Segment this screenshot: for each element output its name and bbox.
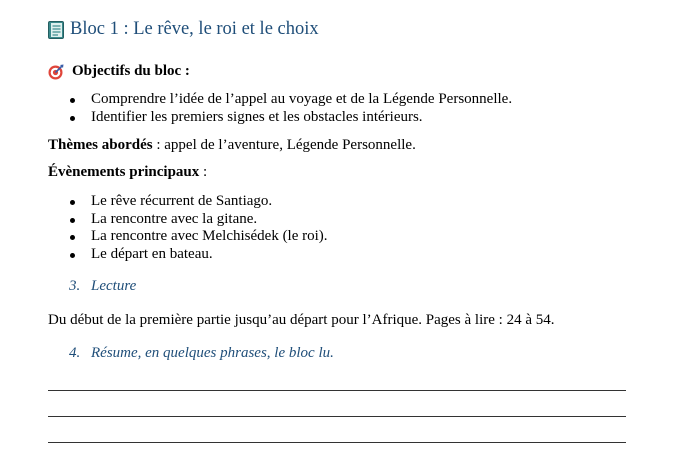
resume-number: 4. <box>69 345 81 361</box>
lecture-number: 3. <box>69 278 81 294</box>
book-icon <box>48 21 64 39</box>
answer-line <box>48 442 626 443</box>
resume-heading-text: Résume, en quelques phrases, le bloc lu. <box>91 345 334 361</box>
lecture-heading <box>69 278 136 295</box>
list-item: La rencontre avec Melchisédek (le roi). <box>70 228 328 246</box>
resume-heading <box>69 345 334 362</box>
bloc-title-text: Bloc 1 : Le rêve, le roi et le choix <box>70 19 319 39</box>
list-item: Le rêve récurrent de Santiago. <box>70 193 328 211</box>
themes-label: Thèmes abordés <box>48 137 153 153</box>
themes-text: : appel de l’aventure, Légende Personnelle. <box>152 137 416 153</box>
evenements-heading <box>48 164 207 181</box>
answer-line <box>48 416 626 417</box>
list-item: Comprendre l’idée de l’appel au voyage et de la Légende Personnelle. <box>70 91 512 109</box>
lecture-heading-text: Lecture <box>91 278 137 294</box>
objectifs-list <box>70 91 512 126</box>
objectifs-heading <box>48 63 190 80</box>
lecture-text: Du début de la première partie jusqu’au départ pour l’Afrique. Pages à lire : 24 à 54. <box>48 312 555 328</box>
answer-line <box>48 390 626 391</box>
objectifs-heading-text: Objectifs du bloc : <box>72 63 190 79</box>
list-item: Le départ en bateau. <box>70 246 328 264</box>
evenements-list <box>70 193 328 263</box>
list-item: La rencontre avec la gitane. <box>70 211 328 229</box>
themes-line <box>48 137 416 154</box>
list-item: Identifier les premiers signes et les obstacles intérieurs. <box>70 109 512 127</box>
bloc-title <box>48 19 319 40</box>
evenements-suffix: : <box>199 164 208 180</box>
target-icon <box>48 64 64 80</box>
evenements-label: Évènements principaux <box>48 164 200 180</box>
